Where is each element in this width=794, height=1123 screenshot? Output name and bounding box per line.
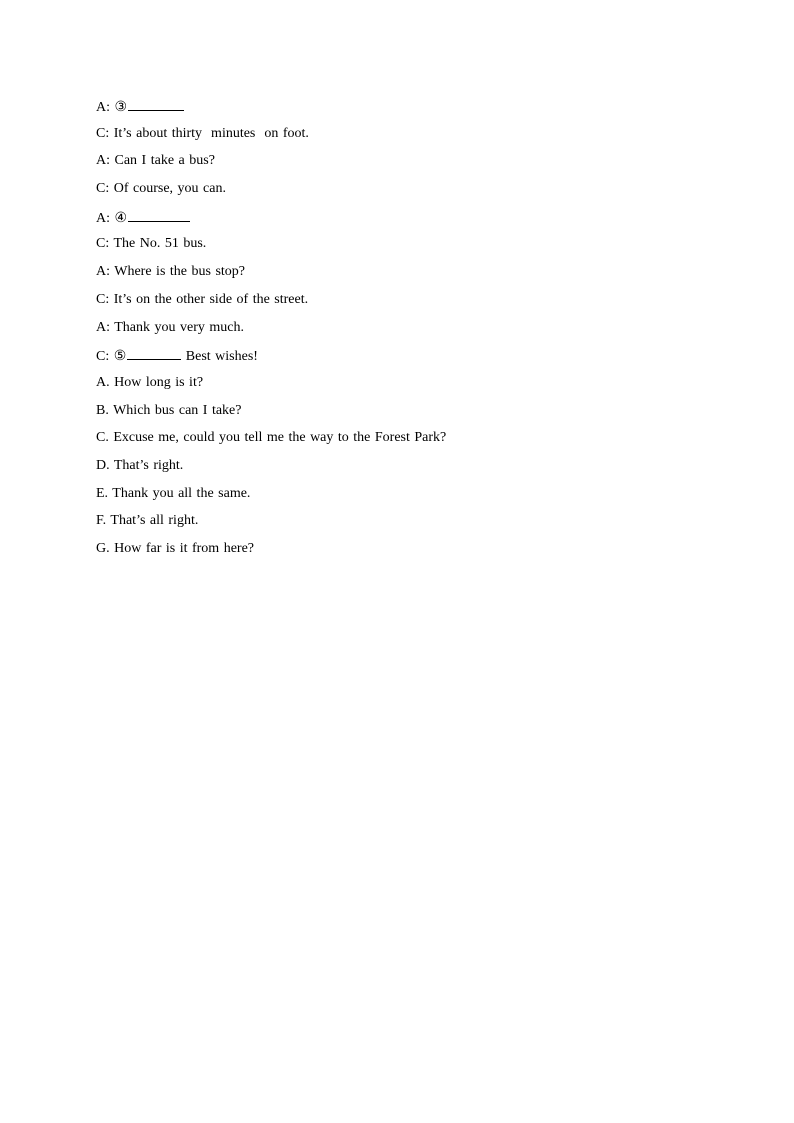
- option-d: D. That’s right.: [96, 457, 184, 473]
- blank-number: ③: [114, 100, 128, 115]
- dialogue-text: Best wishes!: [181, 349, 258, 365]
- option-b: B. Which bus can I take?: [96, 402, 242, 418]
- option-c: C. Excuse me, could you tell me the way to the Forest Park?: [96, 430, 447, 446]
- dialogue-line: C: The No. 51 bus.: [96, 236, 207, 252]
- blank-number: ⑤: [113, 349, 127, 365]
- blank-number: ④: [114, 210, 128, 226]
- dialogue-line-blank-4: [96, 208, 716, 226]
- dialogue-line: A: Thank you very much.: [96, 319, 244, 335]
- speaker-label: A:: [96, 210, 115, 226]
- speaker-label: A:: [96, 100, 115, 115]
- dialogue-line: A: Where is the bus stop?: [96, 264, 245, 280]
- dialogue-line: C: Of course, you can.: [96, 181, 226, 197]
- dialogue-line: C: It’s on the other side of the street.: [96, 291, 309, 307]
- option-a: A. How long is it?: [96, 374, 204, 390]
- speaker-label: C:: [96, 349, 114, 365]
- option-e: E. Thank you all the same.: [96, 485, 251, 501]
- option-f: F. That’s all right.: [96, 513, 199, 529]
- option-g: G. How far is it from here?: [96, 541, 255, 556]
- answer-blank[interactable]: [127, 346, 181, 360]
- dialogue-line: C: It’s about thirty minutes on foot.: [96, 125, 309, 141]
- answer-blank[interactable]: [128, 97, 184, 111]
- dialogue-line: A: Can I take a bus?: [96, 153, 215, 169]
- exercise-content: [96, 97, 716, 568]
- answer-blank[interactable]: [128, 208, 190, 222]
- dialogue-line-blank-3: [96, 97, 716, 115]
- dialogue-line-blank-5: [96, 346, 716, 364]
